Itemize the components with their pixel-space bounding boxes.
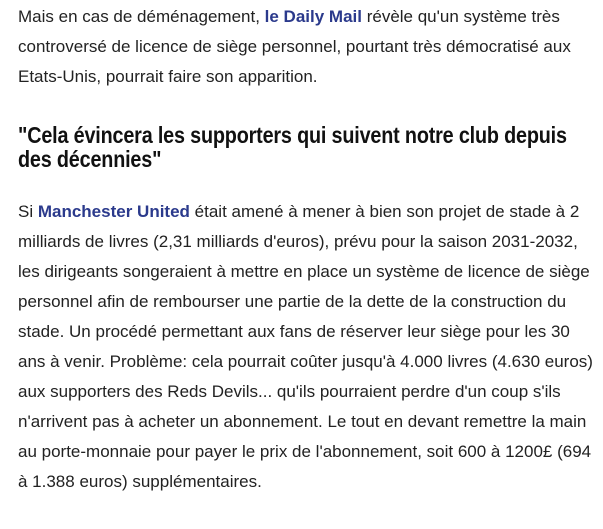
daily-mail-link[interactable]: le Daily Mail bbox=[264, 7, 362, 26]
paragraph-main-text-start: Si bbox=[18, 202, 38, 221]
paragraph-intro-text-start: Mais en cas de déménagement, bbox=[18, 7, 265, 26]
paragraph-main-text-end: était amené à mener à bien son projet de stade à 2 milliards de livres (2,31 milliards d'euros), prévu pour la saison 2031-2032, les dirigeants songeraient à mettre en place un système de licence de siège personnel afin de rembourser une partie de la dette de la construction du stade. Un procédé permettant aux fans de réserver leur siège pour les 30 ans à venir. Problème: cela pourrait coûter jusqu'à 4.000 livres (4.630 euros) aux supporters des Reds Devils... qu'ils pourraient perdre d'un coup s'ils n'arrivent pas à acheter un abonnement. Le tout en devant remettre la main au porte-monnaie pour payer le prix de l'abonnement, soit 600 à 1200£ (694 à 1.388 euros) supplémentaires. bbox=[18, 202, 593, 491]
manchester-united-link[interactable]: Manchester United bbox=[37, 202, 190, 221]
section-heading: "Cela évincera les supporters qui suivent notre club depuis des décennies" bbox=[18, 122, 567, 172]
paragraph-intro bbox=[18, 0, 600, 92]
article-body bbox=[18, 0, 600, 497]
paragraph-main bbox=[18, 197, 600, 497]
paragraph-intro-text-end: révèle qu'un système très controversé de licence de siège personnel, pourtant très démocratisé aux Etats-Unis, pourrait faire son apparition. bbox=[18, 7, 571, 86]
